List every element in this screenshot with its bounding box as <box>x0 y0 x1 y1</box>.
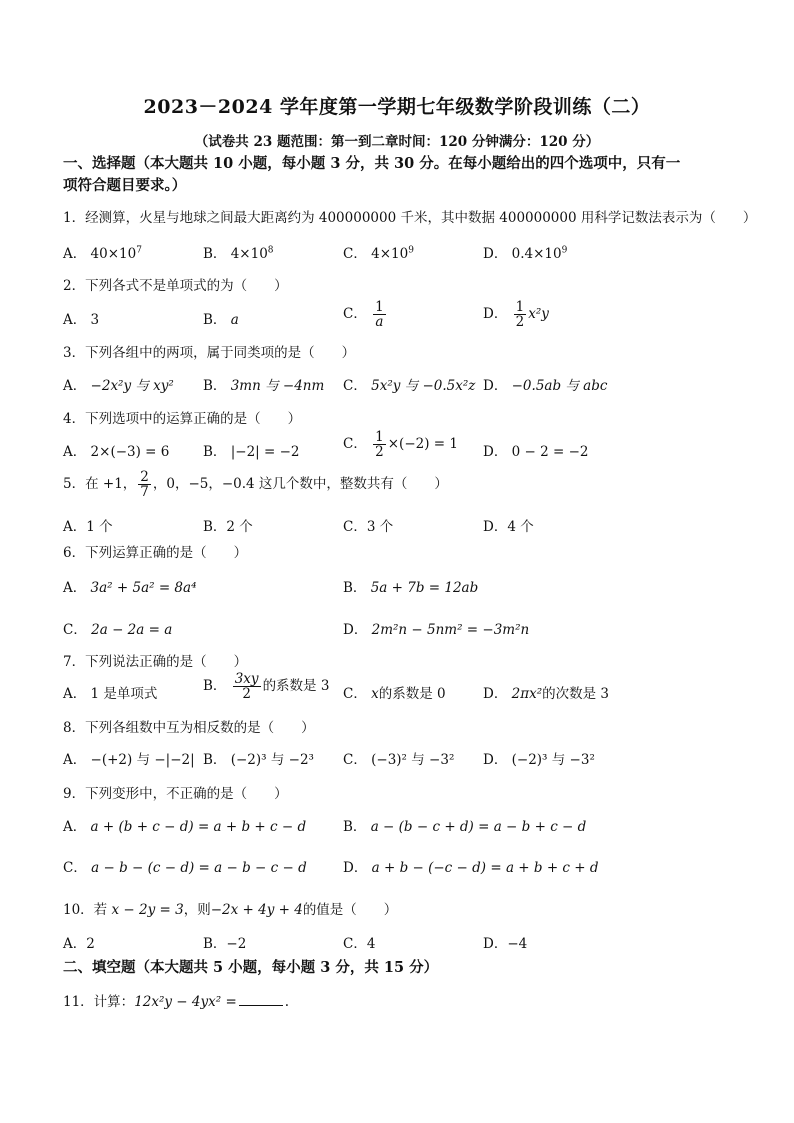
question-6-options-ab <box>63 576 743 606</box>
option-c: C．3 个 <box>343 519 394 535</box>
option-d: D． a + b − (−c − d) = a + b + c + d <box>343 860 599 876</box>
option-c: C．4 <box>343 936 376 952</box>
question-1-options <box>63 242 743 272</box>
option-b: B．2 个 <box>203 519 253 535</box>
option-b: B． 5a + 7b = 12ab <box>343 580 479 596</box>
option-b: B．−2 <box>203 936 247 952</box>
option-c: C． $\frac{1}{2}$ ×(−2) = 1 <box>343 429 458 461</box>
question-11: 11．计算：12x²y − 4yx² = . <box>63 994 290 1010</box>
option-b: B． (−2)³ 与 −2³ <box>203 752 314 768</box>
option-a: A． 1 是单项式 <box>63 686 158 702</box>
question-6-options-cd <box>63 618 743 648</box>
option-d: D． (−2)³ 与 −3² <box>483 752 595 768</box>
option-d: D． −0.5ab 与 abc <box>483 378 608 394</box>
option-c: C． (−3)² 与 −3² <box>343 752 455 768</box>
question-8: 8．下列各组数中互为相反数的是（ ） <box>63 720 315 736</box>
option-b: B． |−2| = −2 <box>203 444 300 460</box>
option-b: B． a <box>203 312 239 328</box>
question-4-options <box>63 430 743 460</box>
question-7-options <box>63 672 743 702</box>
question-2-options <box>63 300 743 330</box>
answer-blank[interactable] <box>239 1005 283 1006</box>
option-a: A． $40\times 10^7$ <box>63 245 142 262</box>
option-d: D． 2m²n − 5nm² = −3m²n <box>343 622 530 638</box>
option-b: B． $\frac{3xy}{2}$ 的系数是 3 <box>203 671 330 703</box>
exam-title: 2023－2024 学年度第一学期七年级数学阶段训练（二） <box>143 96 651 118</box>
option-c: C． $4\times 10^9$ <box>343 245 414 262</box>
option-d: D．−4 <box>483 936 528 952</box>
option-c: C． $\frac{1}{a}$ <box>343 299 384 331</box>
option-a: A． 3 <box>63 312 100 328</box>
option-d: D． 2πx²的次数是 3 <box>483 686 610 702</box>
option-d: D．4 个 <box>483 519 534 535</box>
question-4: 4．下列选项中的运算正确的是（ ） <box>63 411 302 427</box>
question-3-options <box>63 374 743 404</box>
question-1: 1．经测算，火星与地球之间最大距离约为 400000000 千米，其中数据 400000000 用科学记数法表示为（ ） <box>63 210 757 226</box>
option-a: A．1 个 <box>63 519 113 535</box>
question-9-options-ab <box>63 815 743 845</box>
question-3: 3．下列各组中的两项，属于同类项的是（ ） <box>63 345 356 361</box>
option-b: B． $4\times 10^8$ <box>203 245 274 262</box>
option-a: A． −2x²y 与 xy² <box>63 378 174 394</box>
question-5: 5．在 +1， $\frac{2}{7}$ ，0，−5，−0.4 这几个数中，整数共有（ ） <box>63 469 448 501</box>
option-d: D． $\frac{1}{2}$ x²y <box>483 299 549 331</box>
section-fill-title: 二、填空题（本大题共 5 小题，每小题 3 分，共 15 分） <box>63 959 439 976</box>
section-choice-title: 一、选择题（本大题共 10 小题，每小题 3 分，共 30 分。在每小题给出的四个选项中，只有一 项符合题目要求。） <box>63 155 681 194</box>
option-d: D． 0 − 2 = −2 <box>483 444 589 460</box>
question-10: 10．若 x − 2y = 3，则−2x + 4y + 4的值是（ ） <box>63 902 398 918</box>
option-d: D． $0.4\times 10^9$ <box>483 245 568 262</box>
option-a: A． 3a² + 5a² = 8a⁴ <box>63 580 197 596</box>
question-9-options-cd <box>63 856 743 886</box>
option-c: C． x的系数是 0 <box>343 686 446 702</box>
option-a: A． −(+2) 与 −|−2| <box>63 752 195 768</box>
option-a: A．2 <box>63 936 95 952</box>
option-c: C． 2a − 2a = a <box>63 622 173 638</box>
question-6: 6．下列运算正确的是（ ） <box>63 545 248 561</box>
question-2: 2．下列各式不是单项式的为（ ） <box>63 278 288 294</box>
option-b: B． 3mn 与 −4nm <box>203 378 325 394</box>
option-c: C． 5x²y 与 −0.5x²z <box>343 378 476 394</box>
exam-subtitle: （试卷共 23 题范围：第一到二章时间：120 分钟满分：120 分） <box>194 134 600 150</box>
option-c: C． a − b − (c − d) = a − b − c − d <box>63 860 307 876</box>
question-9: 9．下列变形中，不正确的是（ ） <box>63 786 288 802</box>
question-7: 7．下列说法正确的是（ ） <box>63 654 248 670</box>
option-a: A． a + (b + c − d) = a + b + c − d <box>63 819 307 835</box>
option-b: B． a − (b − c + d) = a − b + c − d <box>343 819 587 835</box>
question-8-options <box>63 748 743 778</box>
option-a: A． 2×(−3) = 6 <box>63 444 170 460</box>
